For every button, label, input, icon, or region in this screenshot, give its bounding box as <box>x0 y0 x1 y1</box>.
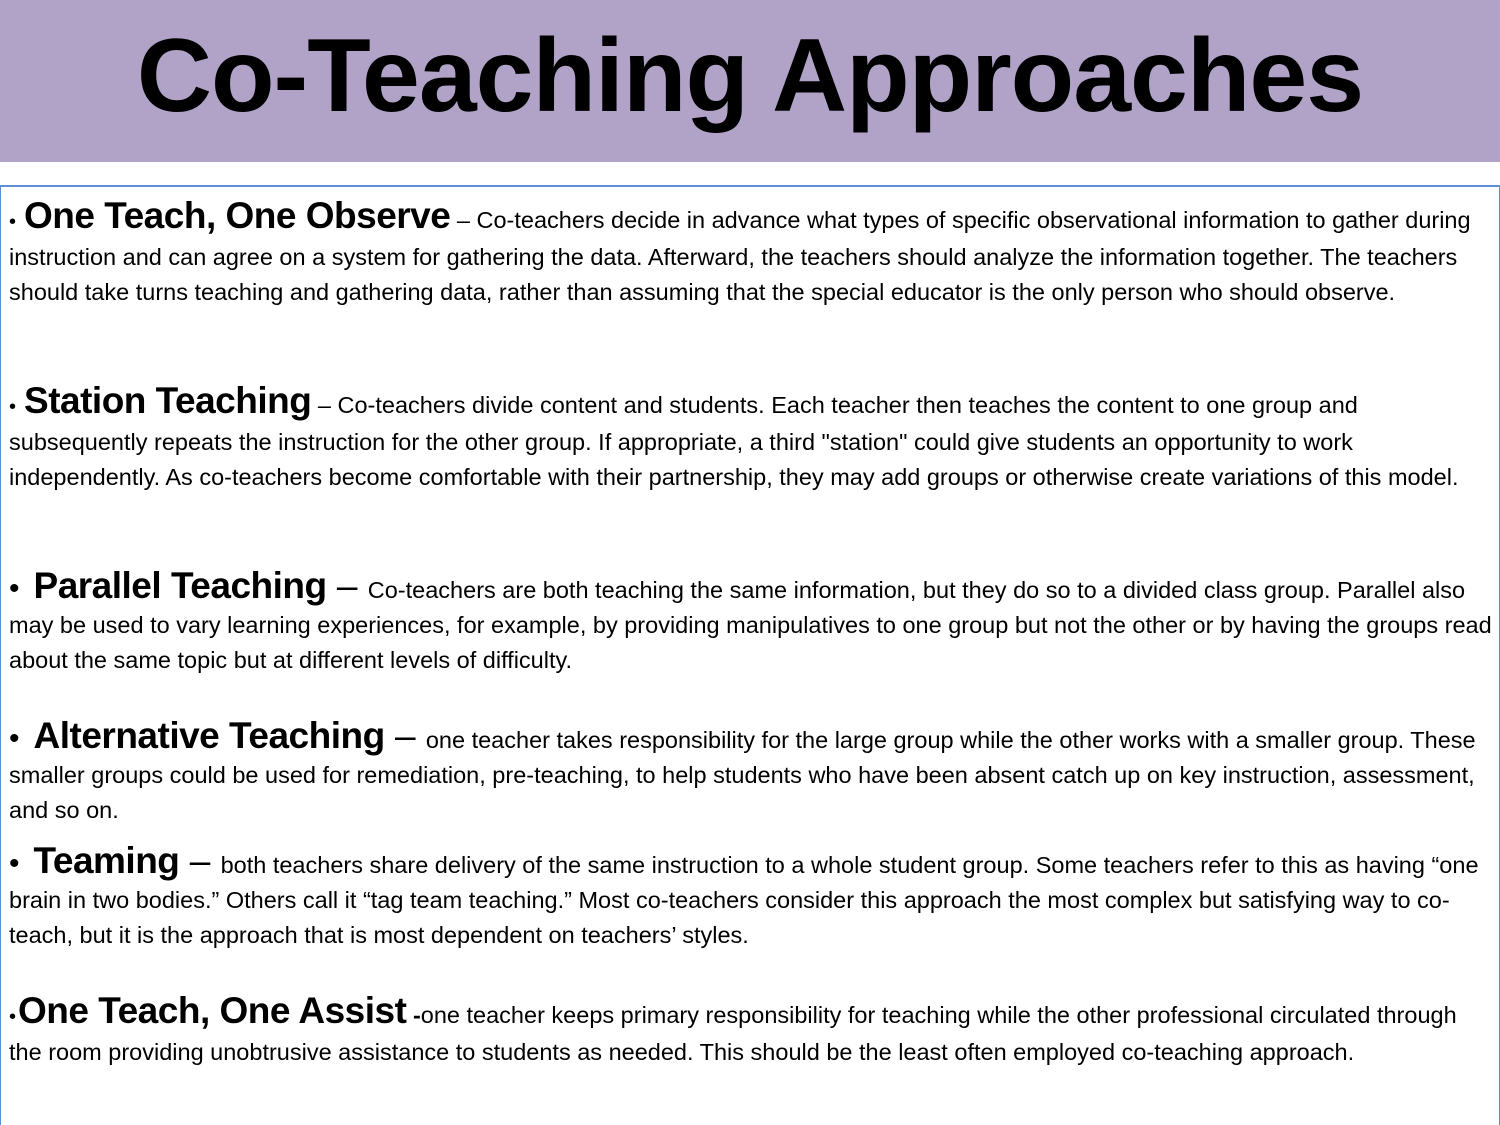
list-item-one-teach-one-observe <box>9 195 1494 310</box>
item-dash: – <box>326 565 368 606</box>
list-item-teaming <box>9 840 1494 953</box>
item-dash: – <box>311 392 338 418</box>
list-item-station-teaching <box>9 380 1494 495</box>
list-item-parallel-teaching <box>9 565 1494 678</box>
bullet-icon: • <box>9 847 20 880</box>
item-description: one teacher keeps primary responsibility for teaching while the other professional circulated through the room providing unobtrusive assistance to students as needed. This should be the least often employed co-teaching approach. <box>9 1002 1457 1065</box>
item-heading: One Teach, One Assist <box>18 990 407 1031</box>
title-bar <box>0 0 1500 162</box>
item-dash: – <box>450 207 477 233</box>
list-item-one-teach-one-assist <box>9 990 1494 1070</box>
bullet-icon: • <box>9 1006 17 1028</box>
item-description: Co-teachers divide content and students. Each teacher then teaches the content to one group and subsequently repeats the instruction for the other group. If appropriate, a third "station" could give students an opportunity to work independently. As co-teachers become comfortable with their partnership, they may add groups or otherwise create variations of this model. <box>9 392 1459 490</box>
bullet-icon: • <box>9 396 17 418</box>
item-heading: Parallel Teaching <box>33 565 327 606</box>
item-description: Co-teachers are both teaching the same information, but they do so to a divided class group. Parallel also may be used to vary learning experiences, for example, by providing manipulatives to one group but not the other or by having the groups read about the same topic but at different levels of difficulty. <box>9 577 1492 673</box>
item-heading: Teaming <box>33 840 180 881</box>
item-dash: – <box>384 715 426 756</box>
item-dash: - <box>406 1002 421 1028</box>
page-title: Co-Teaching Approaches <box>136 18 1364 134</box>
item-description: Co-teachers decide in advance what types of specific observational information to gather during instruction and can agree on a system for gathering the data. Afterward, the teachers should analyze the information together. The teachers should take turns teaching and gathering data, rather than assuming that the special educator is the only person who should observe. <box>9 207 1471 305</box>
item-description: one teacher takes responsibility for the large group while the other works with a smaller group. These smaller groups could be used for remediation, pre-teaching, to help students who have been absent catch up on key instruction, assessment, and so on. <box>9 727 1476 823</box>
item-dash: – <box>179 840 221 881</box>
item-heading: Alternative Teaching <box>33 715 385 756</box>
list-item-alternative-teaching <box>9 715 1494 828</box>
bullet-icon: • <box>9 211 17 233</box>
item-heading: One Teach, One Observe <box>24 195 451 236</box>
item-description: both teachers share delivery of the same instruction to a whole student group. Some teachers refer to this as having “one brain in two bodies.” Others call it “tag team teaching.” Most co-teachers consider this approach the most complex but satisfying way to co-teach, but it is the approach that is most dependent on teachers’ styles. <box>9 852 1479 948</box>
item-heading: Station Teaching <box>24 380 312 421</box>
bullet-icon: • <box>9 722 20 755</box>
bullet-icon: • <box>9 572 20 605</box>
